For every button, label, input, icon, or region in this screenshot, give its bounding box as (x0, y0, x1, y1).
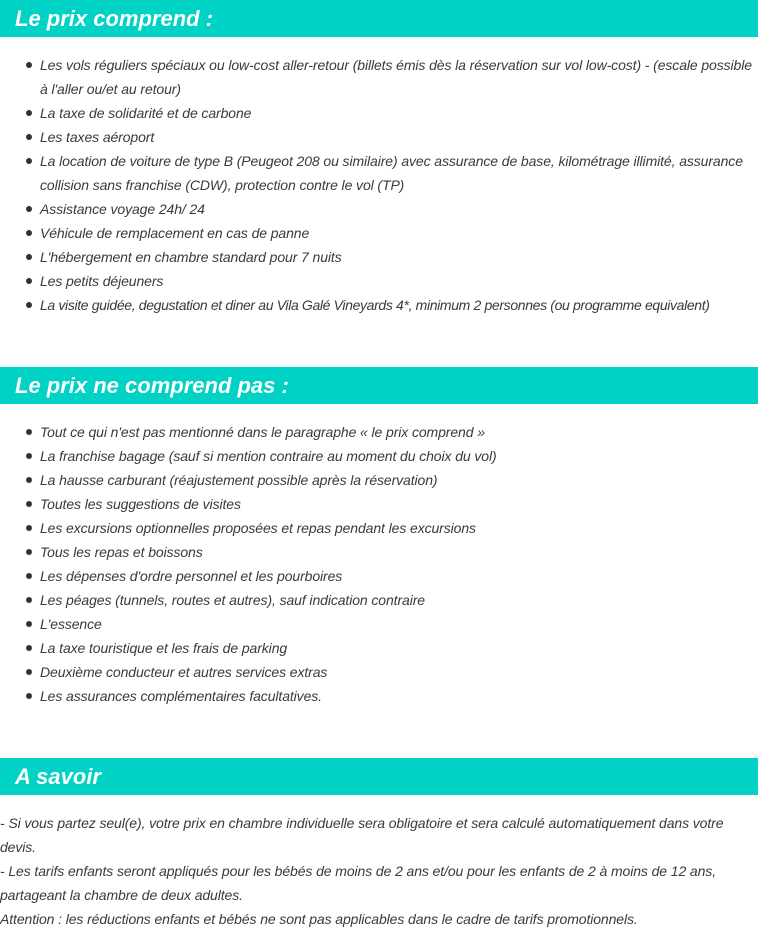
list-item: Les taxes aéroport (0, 125, 758, 149)
list-item: La visite guidée, degustation et diner au Vila Galé Vineyards 4*, minimum 2 personnes (ou programme equivalent) (0, 293, 758, 317)
list-item: L'essence (0, 612, 758, 636)
list-item: Les péages (tunnels, routes et autres), sauf indication contraire (0, 588, 758, 612)
info-note: - Si vous partez seul(e), votre prix en chambre individuelle sera obligatoire et sera calculé automatiquement dans votre devis. (0, 815, 724, 855)
list-item: La taxe touristique et les frais de parking (0, 636, 758, 660)
list-item: Tous les repas et boissons (0, 540, 758, 564)
list-item: La taxe de solidarité et de carbone (0, 101, 758, 125)
section-title-info: A savoir (0, 758, 758, 795)
info-note: Attention : les réductions enfants et bébés ne sont pas applicables dans le cadre de tarifs promotionnels. (0, 911, 638, 927)
list-item: L'hébergement en chambre standard pour 7 nuits (0, 245, 758, 269)
list-item: Les vols réguliers spéciaux ou low-cost aller-retour (billets émis dès la réservation sur vol low-cost) - (escale possible à l'aller ou/et au retour) (0, 53, 758, 101)
list-item: Véhicule de remplacement en cas de panne (0, 221, 758, 245)
info-note: - Les tarifs enfants seront appliqués pour les bébés de moins de 2 ans et/ou pour les enfants de 2 à moins de 12 ans, partageant la chambre de deux adultes. (0, 863, 716, 903)
list-item: La franchise bagage (sauf si mention contraire au moment du choix du vol) (0, 444, 758, 468)
list-item: Les assurances complémentaires facultatives. (0, 684, 758, 708)
excludes-list (0, 420, 758, 708)
list-item: Les petits déjeuners (0, 269, 758, 293)
list-item: La location de voiture de type B (Peugeot 208 ou similaire) avec assurance de base, kilométrage illimité, assurance collision sans franchise (CDW), protection contre le vol (TP) (0, 149, 758, 197)
list-item: Les excursions optionnelles proposées et repas pendant les excursions (0, 516, 758, 540)
list-item: Deuxième conducteur et autres services extras (0, 660, 758, 684)
info-notes (0, 811, 758, 931)
list-item: Toutes les suggestions de visites (0, 492, 758, 516)
list-item: Les dépenses d'ordre personnel et les pourboires (0, 564, 758, 588)
list-item: La hausse carburant (réajustement possible après la réservation) (0, 468, 758, 492)
section-title-excludes: Le prix ne comprend pas : (0, 367, 758, 404)
includes-list (0, 53, 758, 317)
section-title-includes: Le prix comprend : (0, 0, 758, 37)
list-item: Tout ce qui n'est pas mentionné dans le paragraphe « le prix comprend » (0, 420, 758, 444)
list-item: Assistance voyage 24h/ 24 (0, 197, 758, 221)
